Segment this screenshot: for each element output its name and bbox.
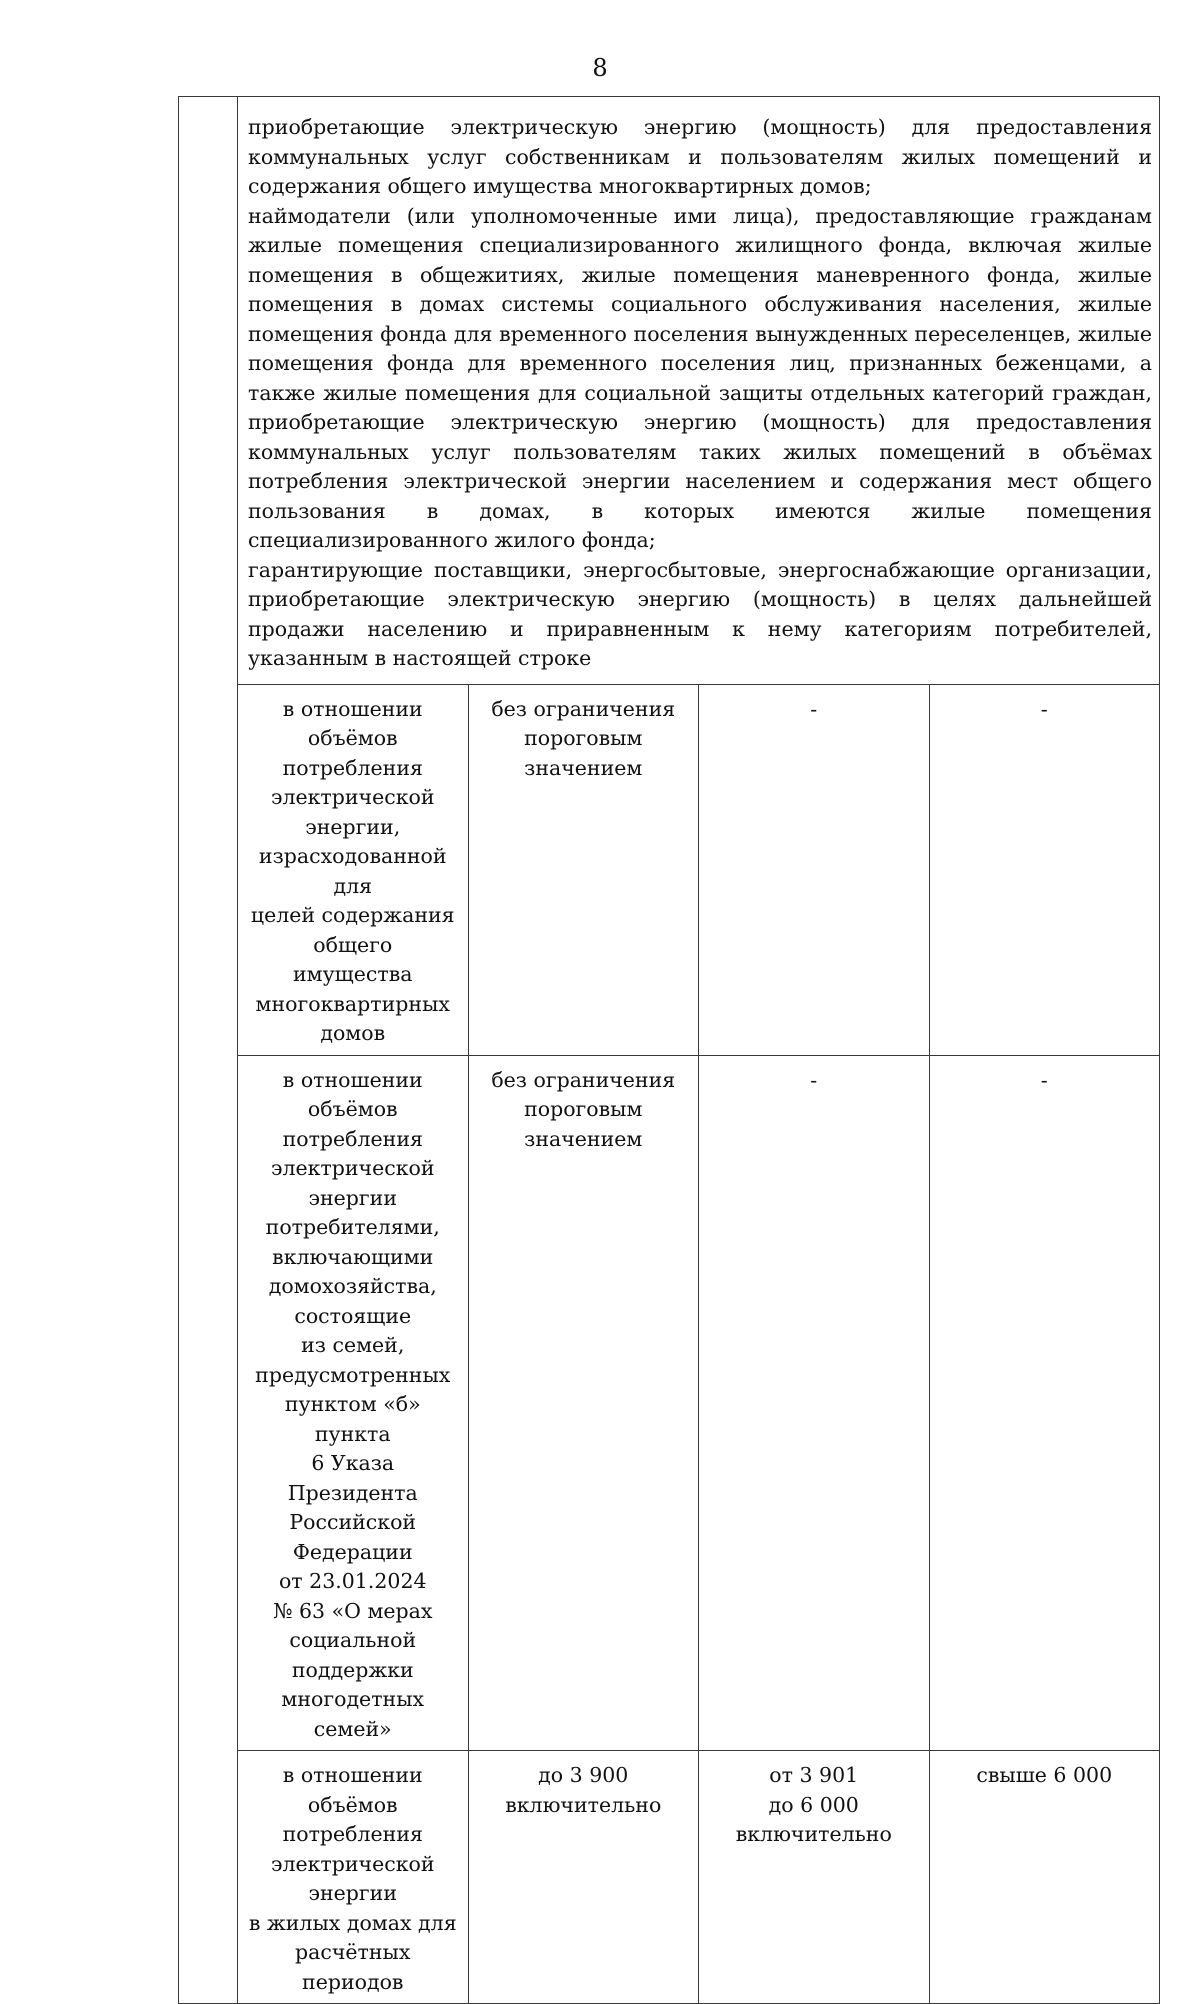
threshold-line: без ограничения	[491, 1067, 676, 1092]
condition-line: израсходованной для	[258, 844, 447, 898]
threshold-line: до 6 000	[768, 1792, 859, 1817]
condition-line: потребления	[282, 1822, 423, 1846]
condition-line: в отношении объёмов	[282, 1763, 423, 1817]
table-row	[179, 1055, 1160, 1751]
condition-line: пунктом «б» пункта	[284, 1392, 421, 1446]
page-number: 8	[592, 54, 608, 82]
condition-line: социальной поддержки	[289, 1628, 417, 1682]
threshold-line: от 3 901	[769, 1763, 859, 1787]
threshold-line: включительно	[735, 1822, 892, 1846]
threshold-line: без ограничения	[491, 696, 676, 721]
threshold-cell-3: -	[929, 684, 1160, 1055]
threshold-cell-1	[468, 684, 699, 1055]
condition-line: предусмотренных	[255, 1362, 451, 1387]
condition-line: имущества	[293, 962, 413, 986]
condition-line: целей содержания общего	[250, 903, 455, 957]
table-row-intro	[179, 97, 1160, 685]
condition-line: в отношении объёмов	[282, 696, 423, 750]
threshold-cell-2: -	[699, 1055, 930, 1751]
threshold-line: включительно	[505, 1792, 662, 1817]
intro-paragraph: наймодатели (или уполномоченные ими лица), предоставляющие гражданам жилые помещения специализированного жилищного фонда, включая жилые помещения в общежитиях, жилые помещения маневренного фонда, жилые помещения в домах системы социального обслуживания населения, жилые помещения фонда для временного поселения вынужденных переселенцев, жилые помещения фонда для временного поселения лиц, признанных беженцами, а также жилые помещения для социальной защиты отдельных категорий граждан, приобретающие электрическую энергию (мощность) для предоставления коммунальных услуг пользователям таких жилых помещений в объёмах потребления электрической энергии населением и содержания мест общего пользования в домах, в которых имеются жилые помещения специализированного жилого фонда;	[248, 203, 1152, 552]
condition-line: потребления	[282, 1126, 423, 1151]
condition-cell	[238, 684, 469, 1055]
condition-line: Российской Федерации	[289, 1510, 417, 1564]
condition-line: в отношении объёмов	[282, 1067, 423, 1121]
condition-line: потребителями,	[265, 1215, 440, 1239]
condition-line: 6 Указа Президента	[287, 1451, 418, 1505]
condition-line: многодетных семей»	[281, 1687, 425, 1741]
threshold-cell-2: -	[699, 684, 930, 1055]
condition-line: из семей,	[301, 1333, 405, 1357]
condition-cell	[238, 1055, 469, 1751]
condition-line: включающими	[272, 1244, 434, 1269]
threshold-line: до 3 900	[538, 1763, 629, 1787]
table-row	[179, 1751, 1160, 2004]
threshold-cell-1	[468, 1055, 699, 1751]
condition-cell	[238, 1751, 469, 2004]
table-row	[179, 684, 1160, 1055]
threshold-cell-2	[699, 1751, 930, 2004]
threshold-cell-3: -	[929, 1055, 1160, 1751]
condition-line: № 63 «О мерах	[273, 1598, 433, 1623]
condition-line: в жилых домах для	[248, 1910, 457, 1935]
condition-line: от 23.01.2024	[278, 1569, 427, 1593]
intro-paragraph: приобретающие электрическую энергию (мощность) для предоставления коммунальных услуг собственникам и пользователям жилых помещений и содержания общего имущества многоквартирных домов;	[248, 115, 1152, 198]
condition-line: потребления	[282, 755, 423, 780]
condition-line: расчётных периодов	[295, 1940, 411, 1994]
threshold-line: значением	[524, 1126, 643, 1151]
row-number-cell	[179, 97, 238, 2004]
threshold-line: пороговым	[524, 1097, 643, 1121]
condition-line: электрической энергии,	[270, 785, 435, 839]
threshold-line: пороговым	[524, 726, 643, 750]
condition-line: домохозяйства, состоящие	[268, 1274, 437, 1328]
intro-paragraph: гарантирующие поставщики, энергосбытовые, энергоснабжающие организации, приобретающие электрическую энергию (мощность) в целях дальнейшей продажи населению и приравненным к нему категориям потребителей, указанным в настоящей строке	[248, 557, 1152, 670]
condition-line: электрической энергии	[270, 1156, 435, 1210]
threshold-cell-1	[468, 1751, 699, 2004]
threshold-cell-3: свыше 6 000	[929, 1751, 1160, 2004]
threshold-line: значением	[524, 755, 643, 780]
tariff-table	[178, 96, 1160, 2004]
condition-line: электрической энергии	[270, 1851, 435, 1905]
condition-line: многоквартирных домов	[255, 991, 450, 1045]
consumer-categories-cell	[238, 97, 1160, 685]
